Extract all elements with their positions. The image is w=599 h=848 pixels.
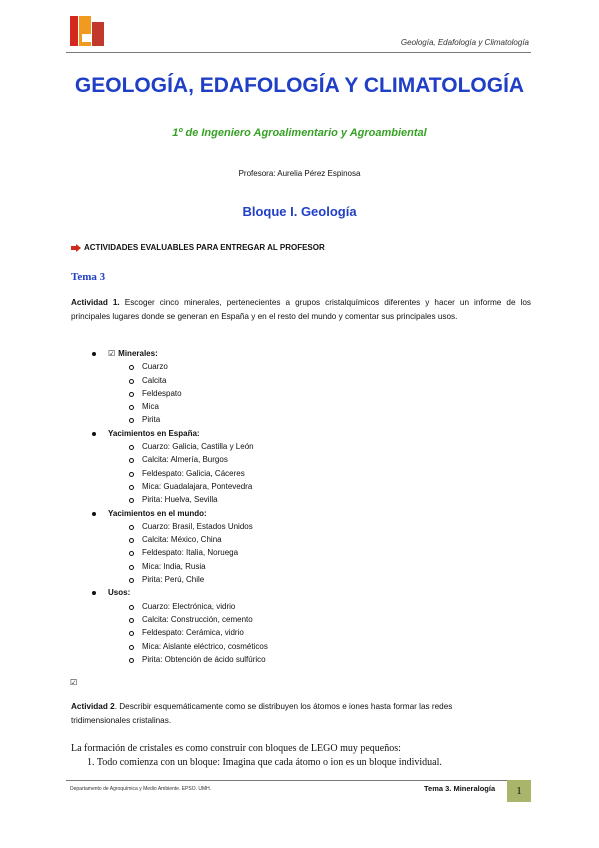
list-item: Calcita xyxy=(90,374,510,387)
list-group xyxy=(90,347,510,427)
block-title: Bloque I. Geología xyxy=(242,204,357,219)
list-group xyxy=(90,586,510,666)
step-1: 1. Todo comienza con un bloque: Imagina que cada átomo o ion es un bloque individual. xyxy=(87,757,442,768)
document-subtitle: 1º de Ingeniero Agroalimentario y Agroambiental xyxy=(172,127,427,139)
university-logo xyxy=(70,16,104,52)
activity-2-text: . Describir esquemáticamente como se distribuyen los átomos e iones hasta formar las redes tridimensionales cristalinas. xyxy=(71,702,453,725)
list-item: Calcita: México, China xyxy=(90,533,510,546)
list-item: Pirita: Huelva, Sevilla xyxy=(90,493,510,506)
activities-heading-text: ACTIVIDADES EVALUABLES PARA ENTREGAR AL PROFESOR xyxy=(84,243,325,252)
footer-divider xyxy=(66,780,531,781)
header-divider xyxy=(66,52,531,53)
teacher-line: Profesora: Aurelia Pérez Espinosa xyxy=(238,169,361,178)
list-group xyxy=(90,507,510,587)
activity-1-text: Escoger cinco minerales, pertenecientes a grupos cristalquímicos diferentes y hacer un informe de los principales lugares donde se generan en España y en el resto del mundo y comentar sus principales usos. xyxy=(71,298,531,321)
list-item: Calcita: Construcción, cemento xyxy=(90,613,510,626)
tema-heading: Tema 3 xyxy=(71,271,106,283)
activity-2-paragraph xyxy=(71,700,511,728)
list-group-title xyxy=(90,347,510,360)
activities-heading xyxy=(71,243,325,252)
list-item: Pirita: Obtención de ácido sulfúrico xyxy=(90,653,510,666)
list-group-title xyxy=(90,507,510,520)
list-group-label: Yacimientos en España: xyxy=(108,428,200,438)
list-item: Feldespato: Cerámica, vidrio xyxy=(90,626,510,639)
list-group-label: Yacimientos en el mundo: xyxy=(108,508,207,518)
list-group-label: Usos: xyxy=(108,588,131,598)
list-item: Feldespato: Italia, Noruega xyxy=(90,546,510,559)
list-item: Cuarzo: Galicia, Castilla y León xyxy=(90,440,510,453)
list-item: Cuarzo: Brasil, Estados Unidos xyxy=(90,520,510,533)
footer-department: Departamento de Agroquímica y Medio Ambiente. EPSO. UMH. xyxy=(70,786,212,792)
checkbox-icon: ☑ xyxy=(70,678,78,687)
activity-2-label: Actividad 2 xyxy=(71,702,115,711)
activity-1-paragraph xyxy=(71,296,531,324)
list-group-label: Minerales: xyxy=(118,349,158,358)
arrow-right-icon xyxy=(71,244,81,252)
checkbox-icon: ☑ xyxy=(108,349,116,358)
list-item: Mica: Aislante eléctrico, cosméticos xyxy=(90,640,510,653)
minerals-list xyxy=(90,347,510,666)
list-group xyxy=(90,427,510,507)
list-item: Mica xyxy=(90,400,510,413)
list-item: Cuarzo: Electrónica, vidrio xyxy=(90,600,510,613)
intro-text: La formación de cristales es como construir con bloques de LEGO muy pequeños: xyxy=(71,743,401,754)
list-item: Calcita: Almería, Burgos xyxy=(90,453,510,466)
list-item: Cuarzo xyxy=(90,360,510,373)
list-group-title xyxy=(90,427,510,440)
activity-1-label: Actividad 1. xyxy=(71,298,120,307)
document-title: GEOLOGÍA, EDAFOLOGÍA Y CLIMATOLOGÍA xyxy=(74,74,525,97)
list-item: Pirita: Perú, Chile xyxy=(90,573,510,586)
page-number: 1 xyxy=(507,780,531,802)
list-item: Mica: Guadalajara, Pontevedra xyxy=(90,480,510,493)
running-header-title: Geología, Edafología y Climatología xyxy=(400,38,529,47)
list-item: Feldespato xyxy=(90,387,510,400)
list-group-title xyxy=(90,586,510,599)
list-item: Pirita xyxy=(90,413,510,426)
list-item: Mica: India, Rusia xyxy=(90,560,510,573)
list-item: Feldespato: Galicia, Cáceres xyxy=(90,467,510,480)
footer-topic: Tema 3. Mineralogía xyxy=(424,784,496,793)
